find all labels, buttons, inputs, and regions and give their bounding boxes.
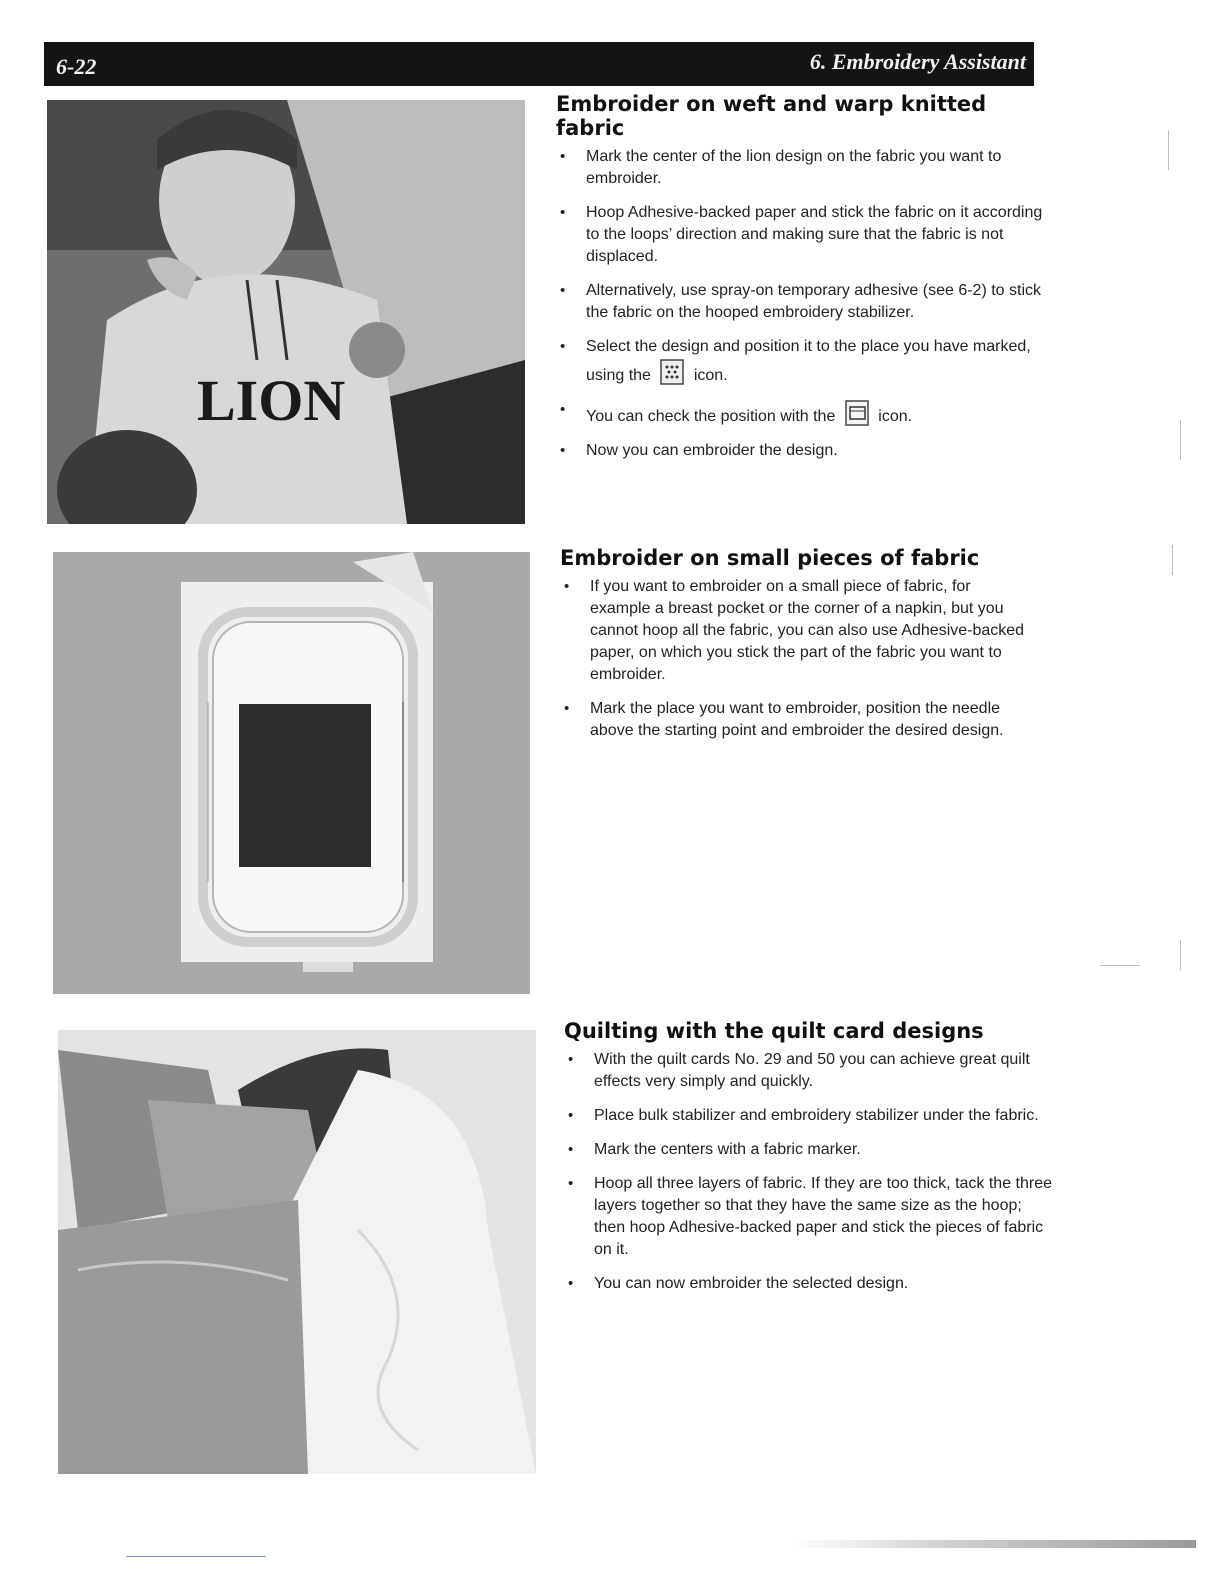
list-item: • Mark the place you want to embroider, position the needle above the starting point and embroider the desired design. bbox=[560, 698, 1030, 742]
check-position-icon bbox=[844, 399, 870, 427]
item-text: icon. bbox=[878, 408, 913, 425]
scan-mark bbox=[1168, 130, 1169, 170]
chapter-title: 6. Embroidery Assistant bbox=[809, 49, 1026, 74]
list-item: • Hoop Adhesive-backed paper and stick the fabric on it according to the loops’ direction and making sure that the fabric is not displaced. bbox=[556, 202, 1046, 268]
header-bar bbox=[44, 42, 1034, 86]
list-item bbox=[556, 399, 1046, 428]
bullet-list bbox=[556, 146, 1046, 462]
bullet-list bbox=[564, 1049, 1054, 1295]
list-item: • Mark the center of the lion design on the fabric you want to embroider. bbox=[556, 146, 1046, 190]
photo-boy-lion-sweatshirt bbox=[47, 100, 525, 524]
footer-rule bbox=[126, 1556, 266, 1557]
scan-mark bbox=[1180, 940, 1181, 970]
bullet-list bbox=[560, 576, 1030, 742]
list-item: • If you want to embroider on a small piece of fabric, for example a breast pocket or the corner of a napkin, but you cannot hoop all the fabric, you can also use Adhesive-backed paper, on which you stick the part of the fabric you want to embroider. bbox=[560, 576, 1030, 686]
footer-shading bbox=[790, 1540, 1196, 1548]
scan-mark bbox=[1172, 545, 1173, 575]
page-number: 6-22 bbox=[56, 54, 97, 79]
section-weft-warp bbox=[556, 92, 1046, 474]
section-title: Embroider on weft and warp knitted fabric bbox=[556, 92, 987, 140]
photo-embroidery-hoop bbox=[53, 552, 530, 994]
list-item: • Mark the centers with a fabric marker. bbox=[564, 1139, 1054, 1161]
section-title: Quilting with the quilt card designs bbox=[564, 1019, 984, 1043]
photo-quilted-chair bbox=[58, 1030, 536, 1474]
scan-mark bbox=[1100, 965, 1140, 966]
list-item: • Place bulk stabilizer and embroidery stabilizer under the fabric. bbox=[564, 1105, 1054, 1127]
list-item: • Hoop all three layers of fabric. If they are too thick, tack the three layers together so that they have the same size as the hoop; then hoop Adhesive-backed paper and stick the pieces of fabric on it. bbox=[564, 1173, 1054, 1261]
list-item: • You can now embroider the selected design. bbox=[564, 1273, 1054, 1295]
item-text: Select the design and position it to the place you have marked, using the bbox=[586, 338, 1031, 384]
list-item: • With the quilt cards No. 29 and 50 you can achieve great quilt effects very simply and quickly. bbox=[564, 1049, 1054, 1093]
item-text: icon. bbox=[693, 367, 728, 384]
scan-mark bbox=[1180, 420, 1181, 460]
list-item: • Alternatively, use spray-on temporary adhesive (see 6-2) to stick the fabric on the hooped embroidery stabilizer. bbox=[556, 280, 1046, 324]
section-small-pieces bbox=[560, 546, 1030, 754]
section-title: Embroider on small pieces of fabric bbox=[560, 546, 980, 570]
list-item bbox=[556, 336, 1046, 387]
design-position-icon bbox=[659, 358, 685, 386]
list-item: • Now you can embroider the design. bbox=[556, 440, 1046, 462]
svg-text:LION: LION bbox=[197, 368, 346, 433]
section-quilting bbox=[564, 1019, 1054, 1307]
item-text: You can check the position with the bbox=[586, 408, 836, 425]
